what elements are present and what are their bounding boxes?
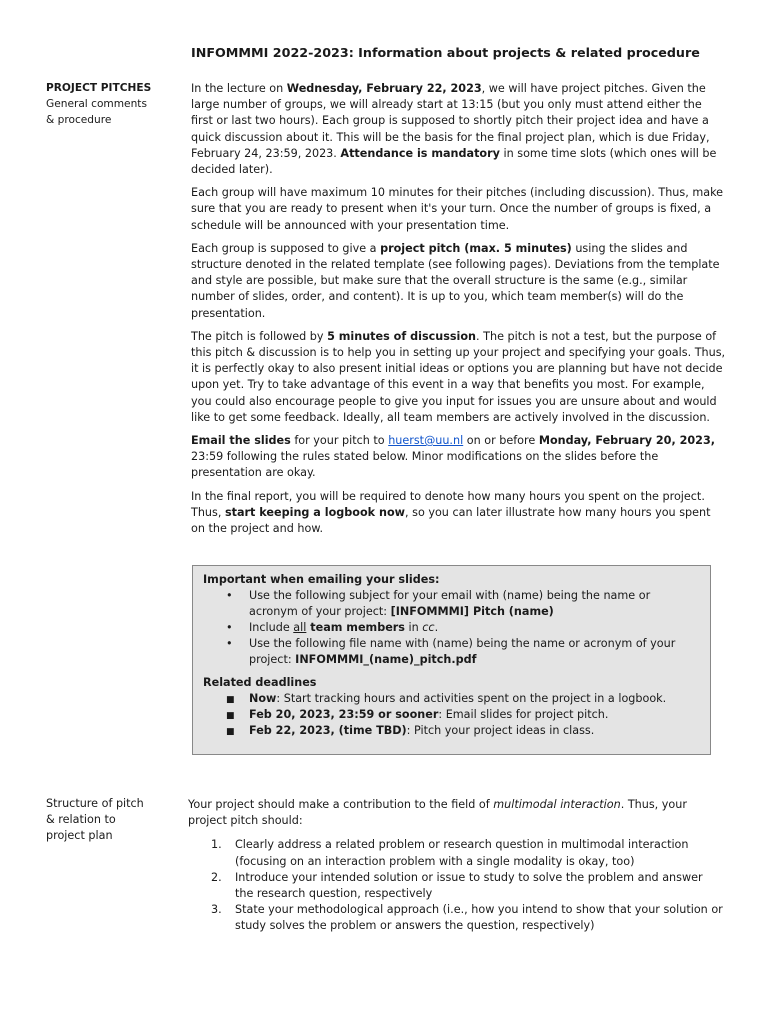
box-heading-deadlines: Related deadlines (203, 675, 317, 689)
paragraph-lecture-date: In the lecture on Wednesday, February 22, 2023, we will have project pitches. Given the large number of groups, we will already start at 13:15 (but you only must attend either the first or last two hours). Each group is supposed to shortly pitch their project idea and have a quick discussion about it. This will be the basis for the final project plan, which is due Friday, February 24, 23:59, 2023. Attendance is mandatory in some time slots (which ones will be decided later). (191, 82, 717, 177)
email-link[interactable]: huerst@uu.nl (388, 434, 464, 448)
list-item: ■ Feb 20, 2023, 23:59 or sooner: Email slides for project pitch. (203, 707, 700, 723)
box-heading-emailing: Important when emailing your slides: (203, 573, 440, 586)
bullet-icon: • (226, 621, 233, 635)
section-label-line: Structure of pitch (46, 797, 144, 810)
bullet-icon: • (226, 637, 233, 651)
list-item: • Use the following file name with (name) being the name or acronym of your project: INFOMMMI_(name)_pitch.pdf (226, 637, 676, 667)
email-rules-list (203, 588, 700, 668)
section-label-line: project plan (46, 829, 113, 843)
bullet-icon: • (226, 589, 233, 603)
project-pitches-body (191, 81, 727, 544)
paragraph-pitch-duration: Each group will have maximum 10 minutes for their pitches (including discussion). Thus, make sure that you are ready to present when it's your turn. Once the number of groups is fixed, a schedule will be announced with your presentation time. (191, 186, 724, 232)
list-item: 2. Introduce your intended solution or issue to study to solve the problem and answer the research question, respectively (211, 870, 703, 901)
pitch-requirements-list (188, 837, 724, 934)
paragraph-email-slides: Email the slides for your pitch to huerst@uu.nl on or before Monday, February 20, 2023, 23:59 following the rules stated below. Minor modifications on the slides before the presentation are okay. (191, 434, 715, 480)
list-item: 3. State your methodological approach (i.e., how you intend to show that your solution or study solves the problem or answers the question, respectively) (211, 903, 723, 933)
important-info-box (192, 565, 711, 755)
square-bullet-icon: ■ (226, 726, 235, 737)
list-item: ■ Feb 22, 2023, (time TBD): Pitch your project ideas in class. (203, 723, 700, 739)
section-subheading-line: General comments (46, 98, 147, 110)
page-title: INFOMMMI 2022-2023: Information about projects & related procedure (191, 45, 700, 60)
list-item: ■ Now: Start tracking hours and activities spent on the project in a logbook. (203, 691, 700, 707)
section-label-structure (46, 796, 144, 845)
square-bullet-icon: ■ (226, 710, 235, 721)
paragraph-contribution: Your project should make a contribution to the field of multimodal interaction. Thus, your project pitch should: (188, 798, 687, 828)
deadlines-list (203, 691, 700, 739)
section-heading: PROJECT PITCHES (46, 82, 152, 94)
list-item: • Use the following subject for your email with (name) being the name or acronym of your project: [INFOMMMI] Pitch (name) (226, 589, 651, 619)
list-item: • Include all team members in cc. (203, 620, 700, 636)
list-item: 1. Clearly address a related problem or research question in multimodal interaction (focusing on an interaction problem with a single modality is okay, too) (211, 838, 689, 868)
section-label-project-pitches (46, 80, 151, 128)
paragraph-discussion: The pitch is followed by 5 minutes of discussion. The pitch is not a test, but the purpose of this pitch & discussion is to help you in setting up your project and specifying your goals. Thus, it is perfectly okay to also present initial ideas or options you are planning but have not decide upon yet. Try to take advantage of this event in a way that benefits you most. For example, you could also encourage people to give you input for issues you are unsure about and would like to get some feedback. Ideally, all team members are actively involved in the discussion. (191, 329, 726, 424)
section-subheading-line: & procedure (46, 114, 112, 126)
structure-body (188, 797, 724, 935)
paragraph-logbook: In the final report, you will be required to denote how many hours you spent on the project. Thus, start keeping a logbook now, so you can later illustrate how many hours you spent on the project and how. (191, 489, 711, 536)
square-bullet-icon: ■ (226, 694, 235, 705)
section-label-line: & relation to (46, 813, 116, 827)
paragraph-pitch-structure: Each group is supposed to give a project pitch (max. 5 minutes) using the slides and structure denoted in the related template (see following pages). Deviations from the template and style are possible, but make sure that the overall structure is the same (e.g., similar number of slides, order, and content). It is up to you, which team member(s) will do the presentation. (191, 241, 720, 320)
